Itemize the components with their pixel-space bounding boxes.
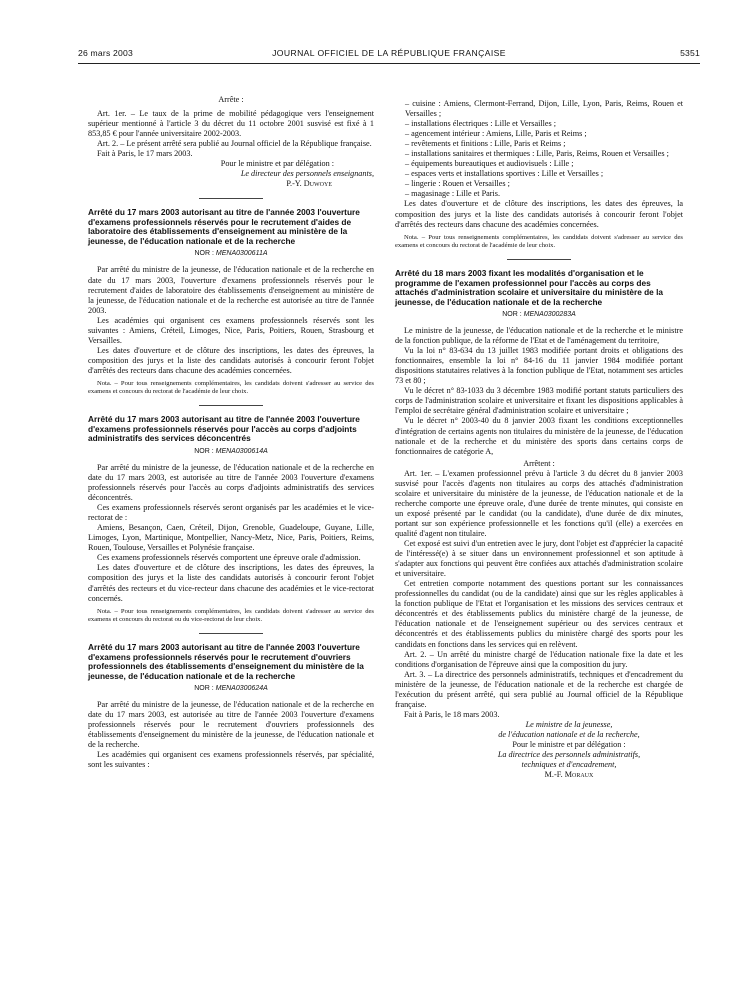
- nor-code: MENA0300611A: [215, 250, 268, 258]
- list-item: – équipements bureautiques et audiovisuels : Lille ;: [405, 159, 574, 169]
- nor-reference: [395, 310, 683, 320]
- nota: Nota. – Pour tous renseignements complémentaires, les candidats doivent s'adresser au service des examens et concours du rectorat de l'académie de leur choix.: [88, 379, 374, 396]
- signature-line-5: techniques et d'encadrement,: [521, 760, 617, 770]
- header-rule: [78, 63, 700, 64]
- fait-line: Fait à Paris, le 18 mars 2003.: [404, 709, 500, 719]
- signature-line-4: La directrice des personnels administratifs,: [497, 750, 641, 760]
- separator: [507, 259, 571, 260]
- decree-title: Arrêté du 18 mars 2003 fixant les modalités d'organisation et le programme de l'examen professionnel pour l'accès au corps des attachés d'administration scolaire et universitaire du ministère de la jeunesse, de l'éducation nationale et de la recherche: [395, 268, 664, 307]
- article-2: Art. 2. – Le présent arrêté sera publié au Journal officiel de la République française.: [97, 139, 372, 149]
- nor-code: MENA0300624A: [215, 685, 268, 692]
- journal-title: JOURNAL OFFICIEL DE LA RÉPUBLIQUE FRANÇAISE: [272, 48, 506, 58]
- paragraph: Cet entretien comporte notamment des questions portant sur les connaissances professionnelles du candidat (ou de la candidate) ainsi que sur les règles applicables à la fonction publique de l'Etat et l'organisation et les missions des services centraux et déconcentrés et des établissements publics du ministère chargé de la jeunesse, de l'éducation nationale et de l'enseignement supérieur ou des services centraux et déconcentrés et des établissements publics du ministère chargé des sports pour les candidats en fonctions dans les services qui en relèvent.: [395, 579, 683, 649]
- right-column: [395, 99, 683, 780]
- paragraph: Les dates d'ouverture et de clôture des inscriptions, les dates des épreuves, la composition des jurys et la liste des candidats autorisés à concourir feront l'objet d'arrêtés des recteurs dans chacune des académies concernées.: [88, 345, 374, 375]
- nota: Nota. – Pour tous renseignements complémentaires, les candidats doivent s'adresser au service des examens et concours du rectorat ou du vice-rectorat de leur choix.: [88, 607, 374, 623]
- decree-title: Arrêté du 17 mars 2003 autorisant au titre de l'année 2003 l'ouverture d'examens professionnels réservés pour l'accès au corps d'adjoints administratifs des services déconcentrés: [88, 414, 360, 444]
- paragraph: Le ministre de la jeunesse, de l'éducation nationale et de la recherche et le ministre de la fonction publique, de la réforme de l'Etat et de l'aménagement du territoire,: [395, 326, 683, 346]
- paragraph: Amiens, Besançon, Caen, Créteil, Dijon, Grenoble, Guadeloupe, Guyane, Lille, Limoges, Lyon, Martinique, Montpellier, Nancy-Metz, Nice, Paris, Poitiers, Reims, Rouen, Toulouse, Versailles et Polynésie française.: [88, 523, 374, 553]
- left-column: [88, 95, 374, 770]
- paragraph: Ces examens professionnels réservés comportent une épreuve orale d'admission.: [97, 553, 361, 563]
- signature-name: P.-Y. Duwoye: [286, 179, 332, 189]
- page-header: [78, 48, 700, 62]
- paragraph: Par arrêté du ministre de la jeunesse, de l'éducation nationale et de la recherche en date du 17 mars 2003, l'ouverture d'examens professionnels réservés pour le recrutement d'aides de laboratoire des établissements d'enseignement au ministère de la jeunesse, de l'éducation nationale et de la recherche est autorisée au titre de l'année 2003.: [88, 265, 374, 315]
- nor-reference: [88, 249, 374, 259]
- signature-line-3: Pour le ministre et par délégation :: [512, 739, 626, 749]
- signature-line-2: de l'éducation nationale et de la recherche,: [498, 729, 640, 739]
- arrete-heading: Arrête :: [218, 95, 244, 104]
- signature-line-1: Le ministre de la jeunesse,: [525, 719, 613, 729]
- paragraph: Vu le décret n° 83-1033 du 3 décembre 1983 modifié portant statuts particuliers des corps de l'administration scolaire et universitaire et fixant les dispositions applicables à l'emploi de secrétaire général d'administration scolaire et universitaire ;: [395, 386, 683, 416]
- list-item: – cuisine : Amiens, Clermont-Ferrand, Dijon, Lille, Lyon, Paris, Reims, Rouen et Versailles ;: [405, 99, 683, 119]
- paragraph: Les dates d'ouverture et de clôture des inscriptions, les dates des épreuves, la composition des jurys et la liste des candidats autorisés à concourir feront l'objet d'arrêtés des recteurs et du vice-recteur dans chacune des académies et le vice-rectorat concernés.: [88, 563, 374, 603]
- paragraph: Les dates d'ouverture et de clôture des inscriptions, les dates des épreuves, la composition des jurys et la liste des candidats autorisés à concourir feront l'objet d'arrêtés des recteurs dans chacune des académies concernées.: [395, 199, 683, 229]
- nor-reference: [88, 447, 374, 457]
- separator: [199, 633, 263, 634]
- list-item: – magasinage : Lille et Paris.: [405, 189, 501, 199]
- decree-title: Arrêté du 17 mars 2003 autorisant au titre de l'année 2003 l'ouverture d'examens professionnels réservés pour le recrutement d'ouvriers professionnels des établissements d'enseignement du ministère de la jeunesse, de l'éducation nationale et de la recherche: [88, 642, 364, 681]
- article-1: Art. 1er. – Le taux de la prime de mobilité pédagogique vers l'enseignement supérieur mentionné à l'article 3 du décret du 11 octobre 2001 susvisé est fixé à 1 853,85 € pour l'année universitaire 2002-2003.: [88, 109, 374, 139]
- nor-label: NOR :: [502, 311, 522, 319]
- paragraph: Vu le décret n° 2003-40 du 8 janvier 2003 fixant les conditions exceptionnelles d'intégration de certains agents non titulaires du ministère de la jeunesse, de l'éducation nationale et de la recherche et du ministère des sports dans certains corps de fonctionnaires de catégorie A,: [395, 416, 683, 456]
- signature-line-2: Le directeur des personnels enseignants,: [240, 169, 374, 179]
- paragraph: Les académies qui organisent ces examens professionnels réservés sont les suivantes : Amiens, Créteil, Limoges, Nice, Paris, Poitiers, Rouen, Strasbourg et Versailles.: [88, 315, 374, 345]
- list-item: – revêtements et finitions : Lille, Paris et Reims ;: [405, 139, 566, 149]
- fait-line: Fait à Paris, le 17 mars 2003.: [97, 149, 193, 159]
- separator: [199, 405, 263, 406]
- paragraph: Par arrêté du ministre de la jeunesse, de l'éducation nationale et de la recherche en date du 17 mars 2003, est autorisée au titre de l'année 2003 l'ouverture d'examens professionnels réservés pour l'accès au corps d'adjoints administratifs des services déconcentrés.: [88, 462, 374, 503]
- paragraph: Cet exposé est suivi d'un entretien avec le jury, dont l'objet est d'apprécier la capacité de l'intéressé(e) à se situer dans un environnement professionnel et son aptitude à s'adapter aux fonctions qui peuvent être confiées aux attachés d'administration scolaire et universitaire.: [395, 539, 683, 579]
- list-item: – agencement intérieur : Amiens, Lille, Paris et Reims ;: [405, 129, 587, 139]
- paragraph: Par arrêté du ministre de la jeunesse, de l'éducation nationale et de la recherche en date du 17 mars 2003, est autorisée au titre de l'année 2003 l'ouverture d'examens professionnels réservés pour le recrutement d'ouvriers professionnels des établissements d'enseignement du ministère de la jeunesse, de l'éducation nationale et de la recherche.: [88, 700, 374, 750]
- nota: Nota. – Pour tous renseignements complémentaires, les candidats doivent s'adresser au service des examens et concours du rectorat de l'académie de leur choix.: [395, 233, 683, 249]
- separator: [199, 198, 263, 199]
- nor-reference: [88, 684, 374, 694]
- decree-title: Arrêté du 17 mars 2003 autorisant au titre de l'année 2003 l'ouverture d'examens professionnels réservés pour le recrutement d'aides de laboratoire des établissements d'enseignement au ministère de la jeunesse, de l'éducation nationale et de la recherche: [88, 207, 360, 246]
- arretent-heading: Arrêtent :: [523, 458, 555, 468]
- list-item: – espaces verts et installations sportives : Lille et Versailles ;: [405, 169, 604, 179]
- article-1: Art. 1er. – L'examen professionnel prévu à l'article 3 du décret du 8 janvier 2003 susvisé pour l'accès d'agents non titulaires au corps des attachés d'administration scolaire et universitaire du ministère de la jeunesse, de l'éducation nationale et de la recherche comporte une épreuve orale, d'une durée de trente minutes, qui consiste en un exposé présenté par le candidat (ou la candidate), d'une durée de dix minutes, portant sur son expérience professionnelle et les fonctions qu'il (elle) a exercées en qualité d'agent non titulaire.: [395, 468, 683, 538]
- list-item: – installations électriques : Lille et Versailles ;: [405, 119, 557, 129]
- paragraph: Vu la loi n° 83-634 du 13 juillet 1983 modifiée portant droits et obligations des fonctionnaires, ensemble la loi n° 84-16 du 11 janvier 1984 modifiée portant dispositions statutaires relatives à la fonction publique de l'Etat, notamment ses articles 73 et 80 ;: [395, 346, 683, 386]
- nor-code: MENA0300283A: [523, 311, 576, 319]
- list-item: – installations sanitaires et thermiques : Lille, Paris, Reims, Rouen et Versailles ;: [405, 149, 669, 159]
- list-item: – lingerie : Rouen et Versailles ;: [405, 179, 510, 189]
- paragraph: Ces examens professionnels réservés seront organisés par les académies et le vice-rectorat de :: [88, 503, 374, 523]
- header-date: 26 mars 2003: [78, 48, 133, 58]
- nor-code: MENA0300614A: [215, 447, 268, 455]
- nor-label: NOR :: [194, 685, 214, 692]
- paragraph: Les académies qui organisent ces examens professionnels réservés, par spécialité, sont les suivantes :: [88, 750, 374, 770]
- page-number: 5351: [680, 48, 700, 58]
- specialty-list: [395, 99, 683, 199]
- article-3: Art. 3. – La directrice des personnels administratifs, techniques et d'encadrement du ministère de la jeunesse, de l'éducation nationale et de la recherche est chargée de l'exécution du présent arrêté, qui sera publié au Journal officiel de la République française.: [395, 669, 683, 709]
- nor-label: NOR :: [194, 447, 214, 455]
- nor-label: NOR :: [194, 250, 214, 258]
- article-2: Art. 2. – Un arrêté du ministre chargé de l'éducation nationale fixe la date et les conditions d'organisation de l'épreuve ainsi que la composition du jury.: [395, 649, 683, 669]
- signature-line-1: Pour le ministre et par délégation :: [220, 159, 334, 169]
- signature-name: M.-F. Moraux: [544, 770, 594, 780]
